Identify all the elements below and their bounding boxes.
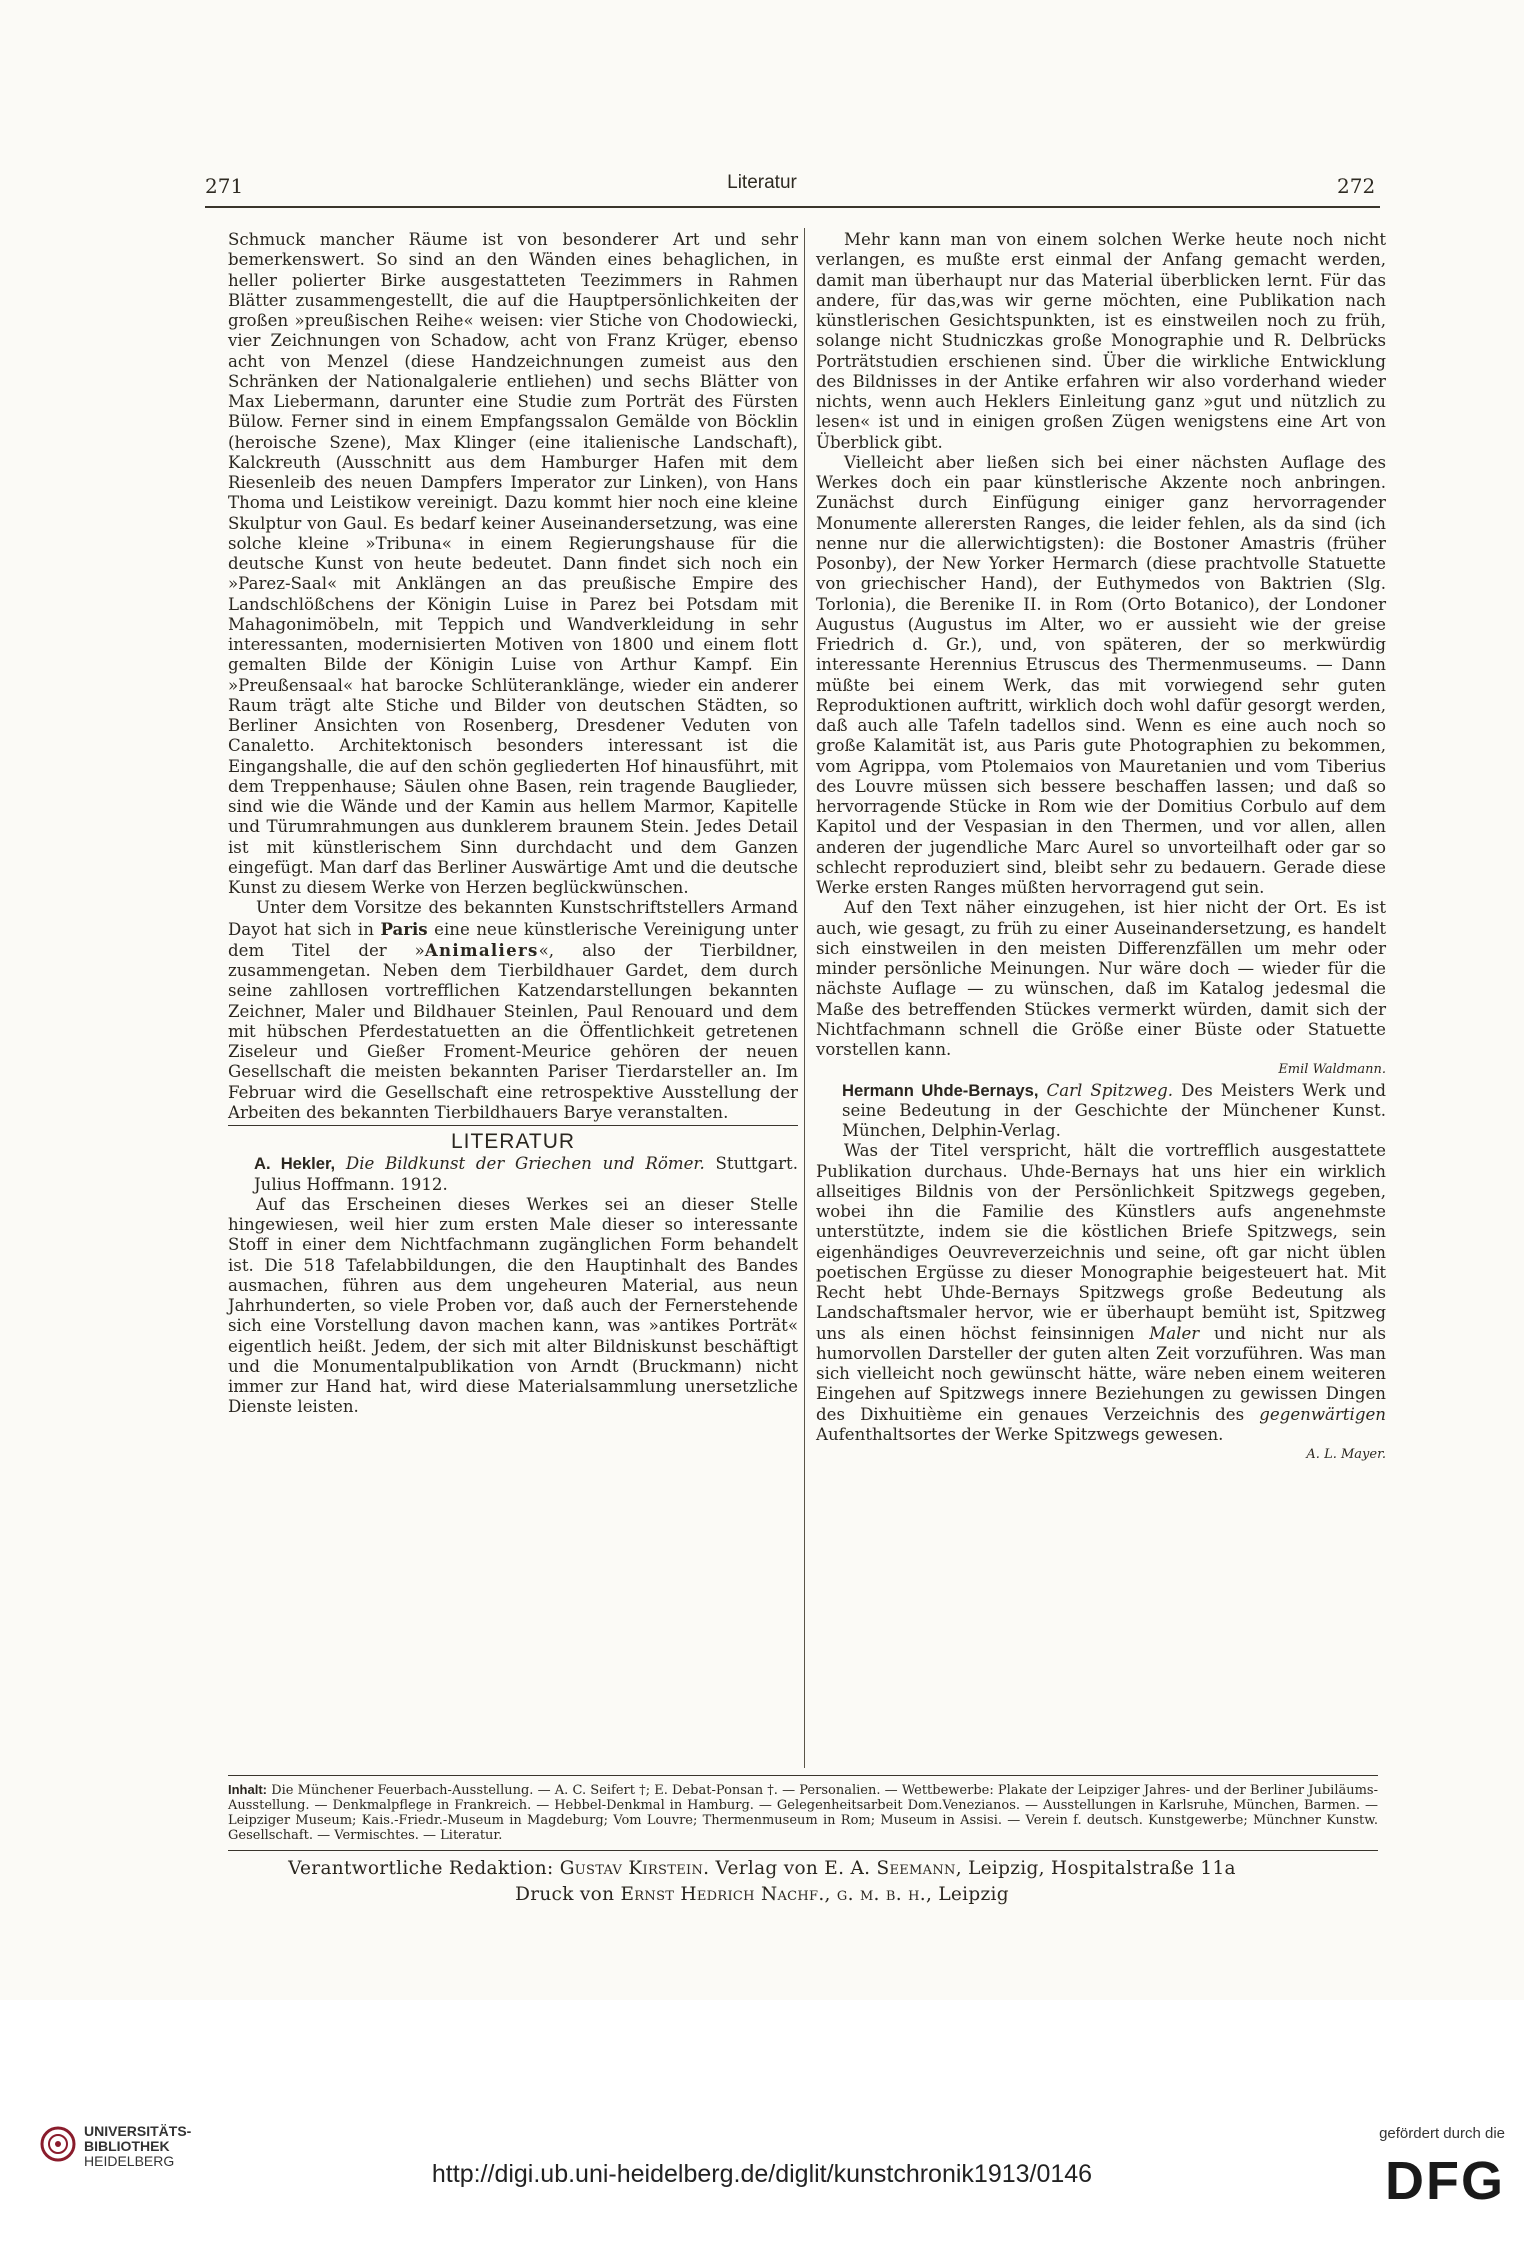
- text-run: «, also der Tierbildner, zusammengetan. Neben dem Tierbildhauer Gardet, dem durch seine zahllosen vortrefflichen Katzendarstellungen bekannten Zeichner, Maler und Bildhauer Steinlen, Paul Renouard und dem mit hübschen Pferdestatuetten an die Öffentlichkeit getretenen Ziseleur und Gießer Froment-Meurice gehören der neuen Gesellschaft die meisten bekannten Pariser Tierdarsteller an. Im Februar wird die Gesellschaft eine retrospektive Ausstellung der Arbeiten des bekannten Tierbildhauers Barye veranstalten.: [228, 940, 798, 1122]
- running-title: Literatur: [727, 172, 797, 193]
- entry-publication: Des Meisters Werk und seine Bedeutung in der Geschichte der Münchener Kunst. München, Delphin-Verlag.: [842, 1080, 1386, 1140]
- text-run: Unter dem Vorsitze des bekannten Kunstschriftstellers Armand Dayot hat sich in: [228, 898, 798, 939]
- university-seal-icon: [40, 2126, 76, 2162]
- section-rule: [228, 1125, 798, 1126]
- paragraph: Auf das Erscheinen dieses Werkes sei an dieser Stelle hingewiesen, weil hier zum ersten Male dieser so interessante Stoff in einer dem Nichtfachmann zugänglichen Form behandelt ist. Die 518 Tafelabbildungen, die den Hauptinhalt des Bandes ausmachen, führen aus dem ungeheuren Material, aus neun Jahrhunderten, so viele Proben vor, daß auch der Fernerstehende sich eine Vorstellung davon machen kann, was »antikes Porträt« eigentlich heißt. Jedem, der sich mit alter Bildniskunst beschäftigt und die Monumentalpublikation von Arndt (Bruckmann) nicht immer zur Hand hat, wird diese Materialsammlung unersetzliche Dienste leisten.: [228, 1194, 798, 1417]
- paragraph-animaliers: [228, 898, 798, 1123]
- entry-title: Die Bildkunst der Griechen und Römer.: [345, 1154, 705, 1174]
- printer-name: Ernst Hedrich Nachf.: [620, 1884, 825, 1905]
- bibliography-entry: [816, 1081, 1386, 1142]
- emphasis-maler: Maler: [1149, 1323, 1200, 1343]
- text-run: Was der Titel verspricht, hält die vortrefflich ausgestattete Publikation durchaus. Uhde-Bernays hat uns hier ein wirklich allseitiges Bildnis von der Persönlichkeit Spitzwegs gegeben, wobei ihn die Familie des Künstlers aufs angenehmste unterstützte, indem sie die köstlichen Briefe Spitzwegs, sein eigenhändiges Oeuvreverzeichnis und seine, oft gar nicht üblen poetischen Ergüsse zu dieser Monographie beigesteuert hat. Mit Recht hebt Uhde-Bernays Spitzwegs große Bedeutung als Landschaftsmaler hervor, wie er überhaupt bemüht ist, Spitzweg uns als einen höchst feinsinnigen: [816, 1141, 1386, 1343]
- dfg-logo: DFG: [1385, 2151, 1505, 2211]
- contents-text: Die Münchener Feuerbach-Ausstellung. — A. C. Seifert †; E. Debat-Ponsan †. — Personalien. — Wettbewerbe: Plakate der Leipziger Jahres- und der Berliner Jubiläums-Ausstellung. — Denkmalpflege in Frankreich. — Hebbel-Denkmal in Hamburg. — Gelegenheitsarbeit Dom.Venezianos. — Ausstellungen in Karlsruhe, München, Barmen. — Leipziger Museum; Kais.-Friedr.-Museum in Magdeburg; Vom Louvre; Thermenmuseum in Rom; Museum in Assisi. — Verein f. deutsch. Kunstgewerbe; Münchner Kunstw. Gesellschaft. — Vermischtes. — Literatur.: [228, 1783, 1378, 1843]
- paragraph: Schmuck mancher Räume ist von besonderer Art und sehr bemerkenswert. So sind an den Wänden eines behaglichen, in heller polierter Birke ausgestatteten Teezimmers in Rahmen Blätter zusammengestellt, die auf die Hauptpersönlichkeiten der großen »preußischen Reihe« weisen: vier Stiche von Chodowiecki, vier Zeichnungen von Schadow, acht von Franz Krüger, ebenso acht von Menzel (diese Handzeichnungen zumeist aus den Schränken der Nationalgalerie entliehen) und sechs Blätter von Max Liebermann, darunter eine Studie zum Porträt des Fürsten Bülow. Ferner sind in einem Empfangssalon Gemälde von Böcklin (heroische Szene), Max Klinger (eine italienische Landschaft), Kalckreuth (Ausschnitt aus dem Hamburger Hafen mit dem Riesenleib des neuen Dampfers Imperator zur Linken), von Hans Thoma und Leistikow vereinigt. Dazu kommt hier noch eine kleine Skulptur von Gaul. Es bedarf keiner Auseinandersetzung, was eine solche kleine »Tribuna« in einem Regierungshause für die deutsche Kunst von heute bedeutet. Dann findet sich noch ein »Parez-Saal« mit Anklängen an das preußische Empire des Landschlößchens der Königin Luise in Parez bei Potsdam mit Mahagonimöbeln, mit Teppich und Wandverkleidung in sehr interessanten, modernisierten Motiven von 1800 und einem flott gemalten Bilde der Königin Luise von Arthur Kampf. Ein »Preußensaal« hat barocke Schlüteranklänge, wieder ein anderer Raum trägt alte Stiche und Bilder von deutschen Städten, so Berliner Ansichten von Rosenberg, Dresdener Veduten von Canaletto. Architektonisch besonders interessant ist die Eingangshalle, die auf den schön gegliederten Hof hinausführt, mit dem Treppenhause; Säulen ohne Basen, rein tragende Bauglieder, sind wie die Wände und der Kamin aus hellem Marmor, Kapitelle und Türumrahmungen aus dunklerem braunem Stein. Jedes Detail ist mit künstlerischem Sinn durchdacht und dem Ganzen eingefügt. Man darf das Berliner Auswärtige Amt und die deutsche Kunst zu diesem Werke von Herzen beglückwünschen.: [228, 230, 798, 897]
- paragraph: Vielleicht aber ließen sich bei einer nächsten Auflage des Werkes doch ein paar künstlerische Akzente noch anbringen. Zunächst durch Einfügung einiger ganz hervorragender Monumente allerersten Ranges, die leider fehlen, als da sind (ich nenne nur die allerwichtigsten): die Bostoner Amastris (früher Posonby), der New Yorker Hermarch (diese prachtvolle Statuette von griechischer Hand), der Euthymedos von Baktrien (Slg. Torlonia), die Berenike II. in Rom (Orto Botanico), der Londoner Augustus (Augustus im Alter, wo er aussieht wie der greise Friedrich d. Gr.), und, von späteren, der so merkwürdig interessante Herennius Etruscus des Thermenmuseums. — Dann müßte bei einem Werk, das mit vorwiegend sehr guten Reproduktionen auftritt, wirklich doch wohl dafür gesorgt werden, daß auch alle Tafeln tadellos sind. Wenn es eine auch noch so große Kalamität ist, aus Paris gute Photographien zu bekommen, vom Agrippa, vom Ptolemaios von Mauretanien und vom Tiberius des Louvre müssen sich bessere beschaffen lassen; und daß so hervorragende Stücke in Rom wie der Domitius Corbulo auf dem Kapitol und der Vespasian in den Thermen, und vor allen, allen anderen der jugendliche Marc Aurel so unvorteilhaft oder gar so schlecht reproduziert sind, bleibt sehr zu bedauern. Gerade diese Werke ersten Ranges müßten hervorragend gut sein.: [816, 452, 1386, 897]
- entry-author: A. Hekler,: [254, 1154, 336, 1174]
- text-run: , Leipzig, Hospitalstraße 11a: [955, 1858, 1236, 1879]
- entry-author: Hermann Uhde-Bernays,: [842, 1080, 1039, 1100]
- library-name-line: BIBLIOTHEK: [84, 2138, 170, 2154]
- text-run: , Leipzig: [925, 1884, 1009, 1905]
- page-number-right: 272: [1337, 174, 1376, 198]
- imprint-line-2: [0, 1884, 1524, 1905]
- contents-label: Inhalt:: [228, 1782, 267, 1797]
- funding-caption: gefördert durch die: [1379, 2125, 1505, 2142]
- text-run: Druck von: [515, 1884, 621, 1905]
- section-heading: LITERATUR: [450, 1130, 576, 1153]
- paragraph-spitzweg: [816, 1141, 1386, 1445]
- publisher-name: Seemann: [876, 1858, 956, 1879]
- emphasis-gegenwaertigen: gegenwärtigen: [1259, 1404, 1386, 1424]
- right-column: [816, 230, 1386, 1465]
- bibliography-entry: [228, 1154, 798, 1195]
- signature: A. L. Mayer.: [1306, 1447, 1386, 1462]
- header-rule: [205, 206, 1380, 208]
- imprint-line-1: [0, 1858, 1524, 1879]
- page-number-left: 271: [205, 174, 244, 198]
- library-name-line: HEIDELBERG: [84, 2153, 175, 2169]
- text-run: eine neue künstlerische Vereinigung unter dem Titel der »: [228, 919, 799, 960]
- editor-name: Gustav Kirstein: [559, 1858, 704, 1879]
- entry-publication: Stuttgart. Julius Hoffmann. 1912.: [254, 1154, 798, 1194]
- entry-title: Carl Spitzweg.: [1046, 1080, 1174, 1100]
- paragraph: Auf den Text näher einzugehen, ist hier nicht der Ort. Es ist auch, wie gesagt, zu früh zu einer Auseinandersetzung, es handelt sich einstweilen in den meisten Differenzfällen um mehr oder minder persönliche Meinungen. Nur wäre doch — wieder für die nächste Auflage — zu wünschen, daß im Katalog jedesmal die Maße des betreffenden Stückes vermerkt würden, damit sich der Nichtfachmann schnell die Größe einer Büste oder Statuette vorstellen kann.: [816, 898, 1386, 1059]
- emphasis-paris: Paris: [380, 918, 428, 939]
- left-column: [228, 230, 798, 1418]
- text-run: Aufenthaltsortes der Werke Spitzwegs gewesen.: [816, 1424, 1224, 1444]
- table-of-contents: [228, 1775, 1378, 1843]
- emphasis-animaliers: Animaliers: [424, 939, 539, 960]
- text-run: Verantwortliche Redaktion:: [288, 1858, 560, 1879]
- column-divider: [804, 228, 805, 1768]
- footer-rule: [228, 1850, 1378, 1851]
- text-run: und nicht nur als humorvollen Darsteller der guten alten Zeit vorzuführen. Was man sich vielleicht noch gewünscht hätte, wäre neben einem weiteren Eingehen auf Spitzwegs innere Beziehungen zu gewissen Dingen des Dixhuitième ein genaues Verzeichnis des: [816, 1323, 1386, 1424]
- signature: Emil Waldmann.: [1278, 1062, 1386, 1078]
- text-run: . Verlag von E. A.: [703, 1858, 877, 1879]
- permalink-url[interactable]: http://digi.ub.uni-heidelberg.de/diglit/kunstchronik1913/0146: [431, 2160, 1093, 2188]
- text-run: , g. m. b. h.: [824, 1884, 926, 1905]
- paragraph: Mehr kann man von einem solchen Werke heute noch nicht verlangen, es mußte erst einmal der Anfang gemacht werden, damit man überhaupt nur das Material überblicken lernt. Für das andere, für das,was wir gerne möchten, eine Publikation nach künstlerischen Gesichtspunkten, ist es einstweilen noch zu früh, solange nicht Studniczkas große Monographie und R. Delbrücks Porträtstudien erschienen sind. Über die wirkliche Entwicklung des Bildnisses in der Antike erfahren wir also vorderhand wieder nichts, wenn auch Heklers Einleitung ganz »gut und nützlich zu lesen« ist und in einigen großen Zügen wenigstens eine Art von Überblick gibt.: [816, 230, 1386, 452]
- library-name-line: UNIVERSITÄTS-: [84, 2123, 192, 2139]
